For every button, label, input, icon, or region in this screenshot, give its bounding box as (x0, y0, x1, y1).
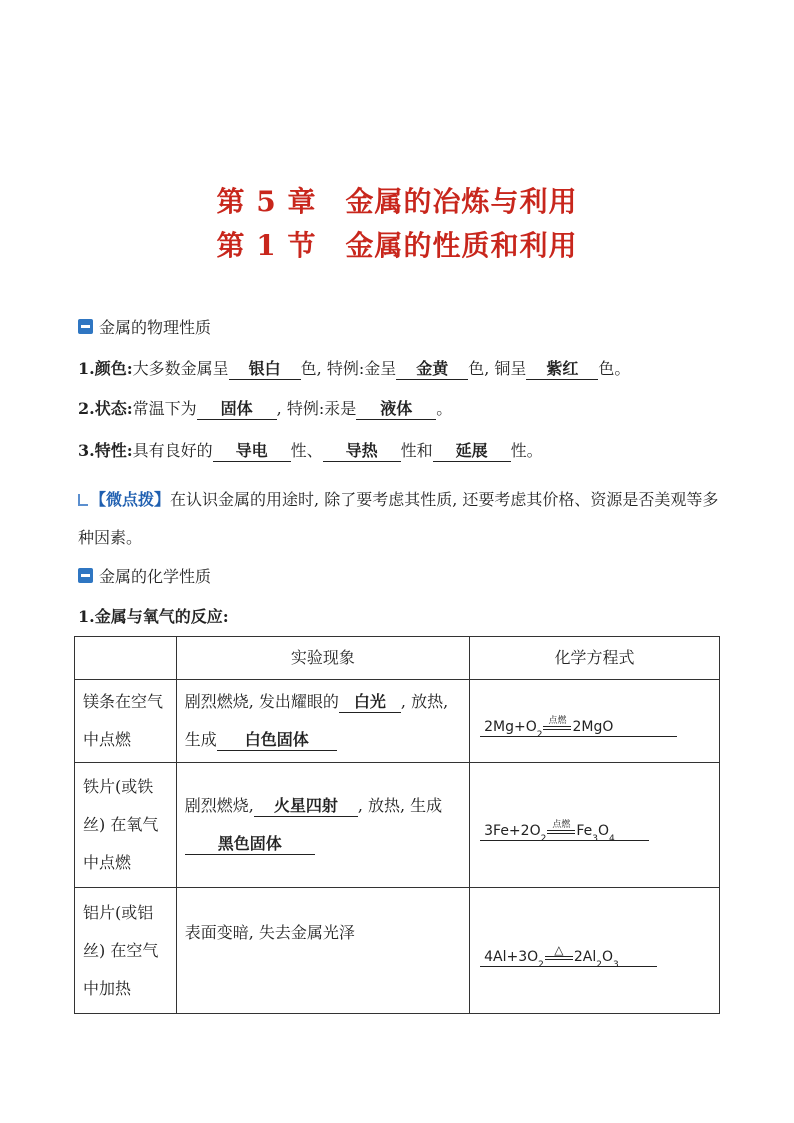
equation-cell (470, 680, 720, 763)
color-line: 1.颜色:大多数金属呈 银白 色, 特例:金呈 金黄 色, 铜呈 紫红 色。 (78, 359, 631, 378)
equation: 4Al+3O 2 △ 2Al 2 O 3 (480, 949, 657, 967)
phenomenon-cell: 剧烈燃烧, 火星四射 , 放热, 生成黑色固体 (176, 763, 469, 888)
header-cell: 实验现象 (176, 637, 469, 680)
blank-silver: 银白 (229, 359, 301, 380)
header-cell (75, 637, 177, 680)
equation-cell (470, 763, 720, 888)
blank-purple: 紫红 (526, 359, 598, 380)
chemical-subheading: 1.金属与氧气的反应: (78, 607, 229, 626)
table-row (75, 680, 720, 763)
tip-text: 在认识金属的用途时, 除了要考虑其性质, 还要考虑其价格、资源是否美观等多种因素。 (78, 490, 719, 547)
blank-ductile: 延展 (433, 441, 511, 462)
blank-gold: 金黄 (396, 359, 468, 380)
tip-block (78, 481, 728, 557)
subject-cell: 镁条在空气中点燃 (75, 680, 177, 763)
header-cell: 化学方程式 (470, 637, 720, 680)
phenomenon-cell: 剧烈燃烧, 发出耀眼的 白光 , 放热, 生成 白色固体 (176, 680, 469, 763)
section-icon (78, 568, 93, 583)
equation: 3Fe+2O 2 点燃 Fe 3 O 4 (480, 823, 649, 841)
table-row (75, 888, 720, 1014)
tip-lead: 【微点拨】 (90, 490, 171, 509)
chapter-title: 第 5 章 金属的冶炼与利用 (216, 185, 578, 218)
equation-cell (470, 888, 720, 1014)
physical-heading (78, 315, 211, 338)
blank-conductive: 导电 (213, 441, 291, 462)
pointer-icon (78, 494, 88, 506)
physical-heading-text: 金属的物理性质 (99, 318, 212, 337)
section-title: 第 1 节 金属的性质和利用 (216, 229, 578, 262)
equation: 2Mg+O 2 点燃 2MgO (480, 719, 677, 737)
blank-liquid: 液体 (356, 399, 436, 420)
chemical-heading (78, 564, 211, 587)
subject-cell: 铝片(或铝丝) 在空气中加热 (75, 888, 177, 1014)
section-icon (78, 319, 93, 334)
subject-cell: 铁片(或铁丝) 在氧气中点燃 (75, 763, 177, 888)
blank-solid: 固体 (197, 399, 277, 420)
oxygen-reaction-table (74, 636, 720, 1014)
state-line: 2.状态:常温下为 固体 , 特例:汞是 液体 。 (78, 399, 453, 418)
phenomenon-cell: 表面变暗, 失去金属光泽 (176, 888, 469, 1014)
table-header-row (75, 637, 720, 680)
table-row (75, 763, 720, 888)
blank-thermal: 导热 (323, 441, 401, 462)
property-line: 3.特性:具有良好的 导电 性、 导热 性和 延展 性。 (78, 441, 543, 460)
chemical-heading-text: 金属的化学性质 (99, 567, 212, 586)
